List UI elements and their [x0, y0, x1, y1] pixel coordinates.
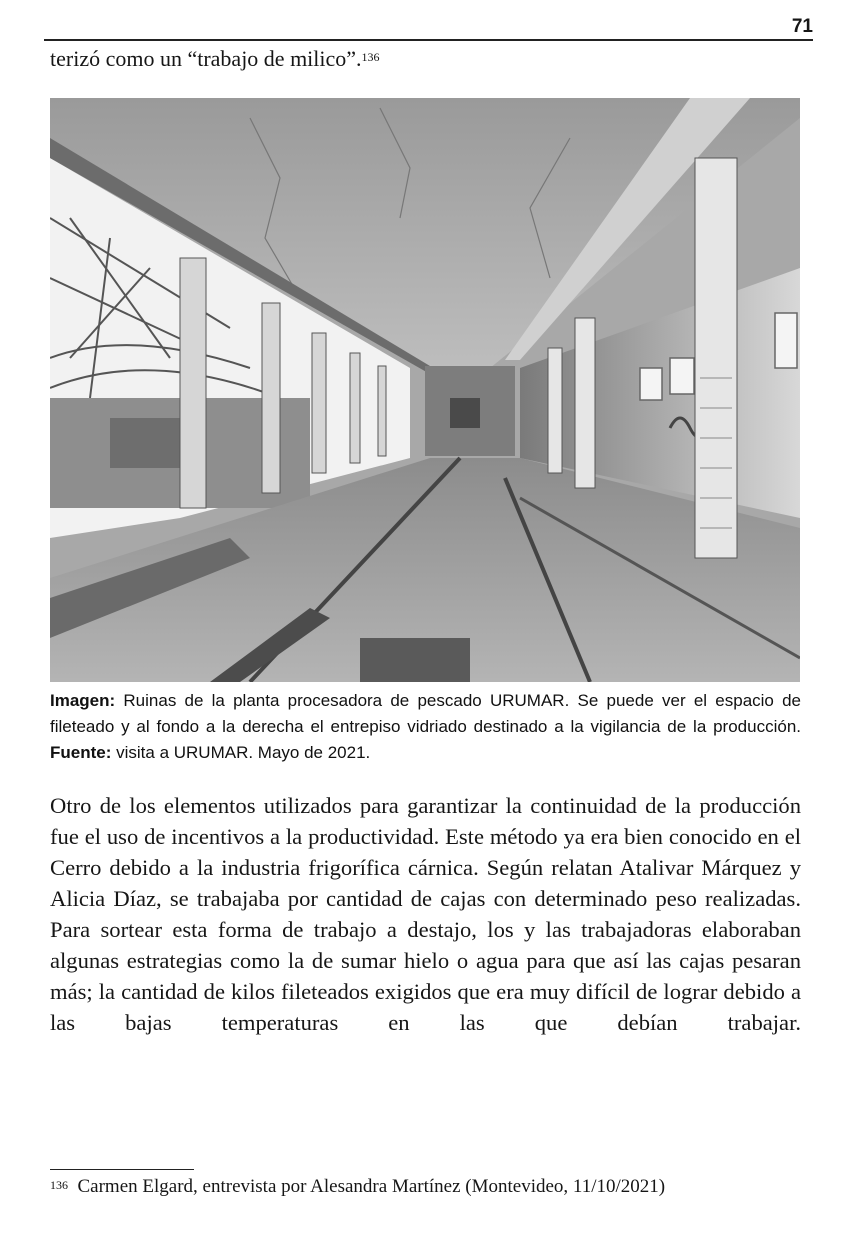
- factory-ruins-photo: [50, 98, 800, 682]
- footnote-number: 136: [50, 1178, 68, 1192]
- figure-caption: [50, 688, 801, 766]
- body-paragraph: Otro de los elementos utilizados para garantizar la continuidad de la producción fue el uso de incentivos a la productividad. Este método ya era bien conocido en el Cerro debido a la industria frigorífica cárnica. Según relatan Atalivar Márquez y Alicia Díaz, se trabajaba por cantidad de cajas con determinado peso realizadas. Para sortear esta forma de trabajo a destajo, los y las trabajadoras elaboraban algunas estrategias como la de sumar hielo o agua para que así las cajas pesaran más; la cantidad de kilos fileteados exigidos que era muy difícil de lograr debido a las bajas temperaturas en las que debían trabajar.: [50, 793, 801, 1035]
- header-rule: [44, 39, 813, 41]
- footnote-rule: [50, 1169, 194, 1170]
- continuation-text: [50, 44, 380, 74]
- source-text: visita a URUMAR. Mayo de 2021.: [111, 743, 371, 762]
- caption-label: Imagen:: [50, 691, 116, 710]
- continuation-sentence: terizó como un “trabajo de milico”.: [50, 46, 362, 71]
- page-number: 71: [791, 16, 813, 37]
- footnote: [50, 1174, 665, 1200]
- source-label: Fuente:: [50, 743, 112, 762]
- caption-text: Ruinas de la planta procesadora de pescado URUMAR. Se puede ver el espacio de fileteado y al fondo a la derecha el entrepiso vidriado destinado a la vigilancia de la producción.: [50, 691, 801, 736]
- footnote-reference: 136: [361, 50, 380, 64]
- footnote-text: Carmen Elgard, entrevista por Alesandra Martínez (Montevideo, 11/10/2021): [77, 1176, 666, 1197]
